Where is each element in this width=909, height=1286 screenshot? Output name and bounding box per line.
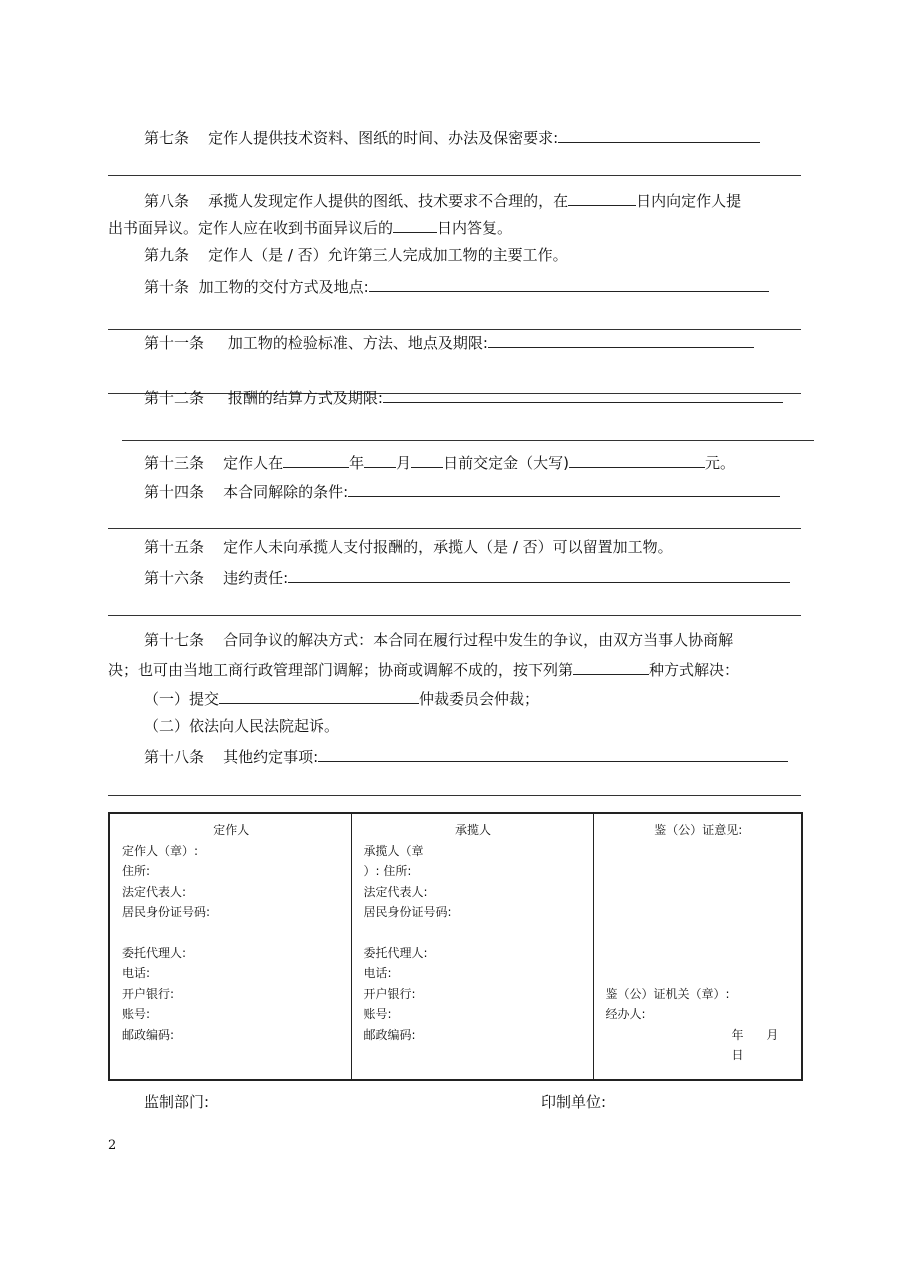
contractor-bank: 开户银行: [363,986,416,1001]
article-9-text: 定作人（是 / 否）允许第三人完成加工物的主要工作。 [208,246,568,264]
article-10-label: 第十条 [144,278,190,296]
client-postcode: 邮政编码: [122,1027,175,1042]
contractor-phone: 电话: [363,966,392,980]
notary-handler: 经办人: [605,1007,646,1021]
article-13-yuan: 元。 [705,454,736,472]
option-2-text: （二）依法向人民法院起诉。 [144,717,340,735]
article-13-day-blank[interactable] [411,451,443,468]
contractor-postcode: 邮政编码: [363,1027,416,1042]
article-18-label: 第十八条 [144,748,205,766]
article-7-blank[interactable] [558,126,760,143]
article-15-text: 定作人未向承揽人支付报酬的，承揽人（是 / 否）可以留置加工物。 [223,538,673,556]
article-11-label: 第十一条 [144,334,205,352]
client-agent: 委托代理人: [122,945,187,960]
article-7-text: 定作人提供技术资料、图纸的时间、办法及保密要求: [208,129,559,147]
article-14-blank-line[interactable] [108,528,801,529]
supervisor-label: 监制部门: [144,1093,210,1111]
option-1-text-1: （一）提交 [144,690,220,708]
client-address: 住所: [122,864,151,878]
client-account: 账号: [122,1007,151,1021]
article-16-blank[interactable] [288,566,790,583]
contractor-column[interactable] [351,813,593,1080]
printer-label: 印制单位: [541,1093,607,1111]
article-11-text: 加工物的检验标准、方法、地点及期限: [227,334,488,352]
article-17-line-2 [108,658,739,680]
client-phone: 电话: [122,966,151,980]
option-1-arbitration-blank[interactable] [219,687,419,704]
article-14-text: 本合同解除的条件: [223,483,349,501]
contractor-address: ）: 住所: [363,864,412,878]
contractor-header: 承揽人 [454,823,491,837]
article-9-label: 第九条 [144,246,190,264]
article-14-label: 第十四条 [144,483,205,501]
article-17-text-2: 决；也可由当地工商行政管理部门调解；协商或调解不成的，按下列第 [108,661,574,679]
contractor-account: 账号: [363,1007,392,1021]
article-8 [144,189,741,211]
article-18-blank[interactable] [318,745,788,762]
client-id-number: 居民身份证号码: [122,905,211,919]
article-17-text-3: 种方式解决： [649,661,740,679]
article-12-text: 报酬的结算方式及期限: [227,389,383,407]
article-16-text: 违约责任: [223,569,289,587]
article-7-blank-line[interactable] [108,175,801,176]
notary-year-month: 年 月 [731,1027,779,1042]
article-14 [144,480,780,502]
article-13-year-blank[interactable] [283,451,349,468]
option-1-text-2: 仲裁委员会仲裁； [419,690,540,708]
article-13-text-2: 日前交定金（大写) [443,454,569,472]
client-bank: 开户银行: [122,986,175,1001]
article-13 [144,451,735,473]
signature-table [108,812,803,1081]
client-header: 定作人 [213,823,250,837]
article-11 [144,331,754,353]
notary-office: 鉴（公）证机关（章）: [605,986,730,1001]
article-8-text-4: 日内答复。 [437,219,513,237]
article-10-blank-line[interactable] [108,329,801,330]
article-15-label: 第十五条 [144,538,205,556]
article-8-reply-days-blank[interactable] [393,216,437,233]
article-8-line-2 [108,216,512,238]
article-8-text-1: 承揽人发现定作人提供的图纸、技术要求不合理的，在 [208,192,569,210]
article-17-label: 第十七条 [144,631,205,649]
article-8-days-blank[interactable] [568,189,636,206]
client-legal-rep: 法定代表人: [122,884,187,899]
article-10-blank[interactable] [369,275,769,292]
article-13-amount-blank[interactable] [569,451,705,468]
article-16 [144,566,790,588]
client-seal: 定作人（章）: [122,843,199,858]
article-15 [144,537,673,557]
article-8-text-2: 日内向定作人提 [636,192,742,210]
article-13-label: 第十三条 [144,454,205,472]
article-8-text-3: 出书面异议。定作人应在收到书面异议后的 [108,219,394,237]
contractor-id-number: 居民身份证号码: [363,905,452,919]
article-10 [144,275,769,297]
notary-header: 鉴（公）证意见: [654,823,743,837]
article-14-blank[interactable] [348,480,780,497]
article-13-year: 年 [349,454,365,472]
page-number: 2 [108,1138,117,1153]
article-10-text: 加工物的交付方式及地点: [198,278,369,296]
article-17-text-1: 合同争议的解决方式：本合同在履行过程中发生的争议，由双方当事人协商解 [223,631,734,649]
client-column[interactable] [109,813,351,1080]
article-18-text: 其他约定事项: [223,748,319,766]
contractor-agent: 委托代理人: [363,945,428,960]
article-13-text-1: 定作人在 [223,454,284,472]
article-12-label: 第十二条 [144,389,205,407]
contractor-seal: 承揽人（章 [363,843,424,858]
option-2 [144,716,339,736]
article-12 [144,386,783,408]
article-13-month: 月 [396,454,412,472]
contractor-legal-rep: 法定代表人: [363,884,428,899]
option-1 [144,687,539,709]
article-16-blank-line[interactable] [108,615,801,616]
notary-day: 日 [731,1048,744,1062]
article-7-label: 第七条 [144,129,190,147]
notary-column[interactable] [593,813,802,1080]
article-17 [144,630,733,650]
article-8-label: 第八条 [144,192,190,210]
article-7 [144,126,760,148]
article-12-blank-line[interactable] [122,440,814,441]
article-9 [144,245,568,265]
article-11-blank[interactable] [488,331,754,348]
article-16-label: 第十六条 [144,569,205,587]
article-12-blank[interactable] [383,386,783,403]
article-18 [144,745,788,767]
article-13-month-blank[interactable] [364,451,396,468]
article-17-option-blank[interactable] [573,658,649,675]
article-18-blank-line[interactable] [108,795,801,796]
